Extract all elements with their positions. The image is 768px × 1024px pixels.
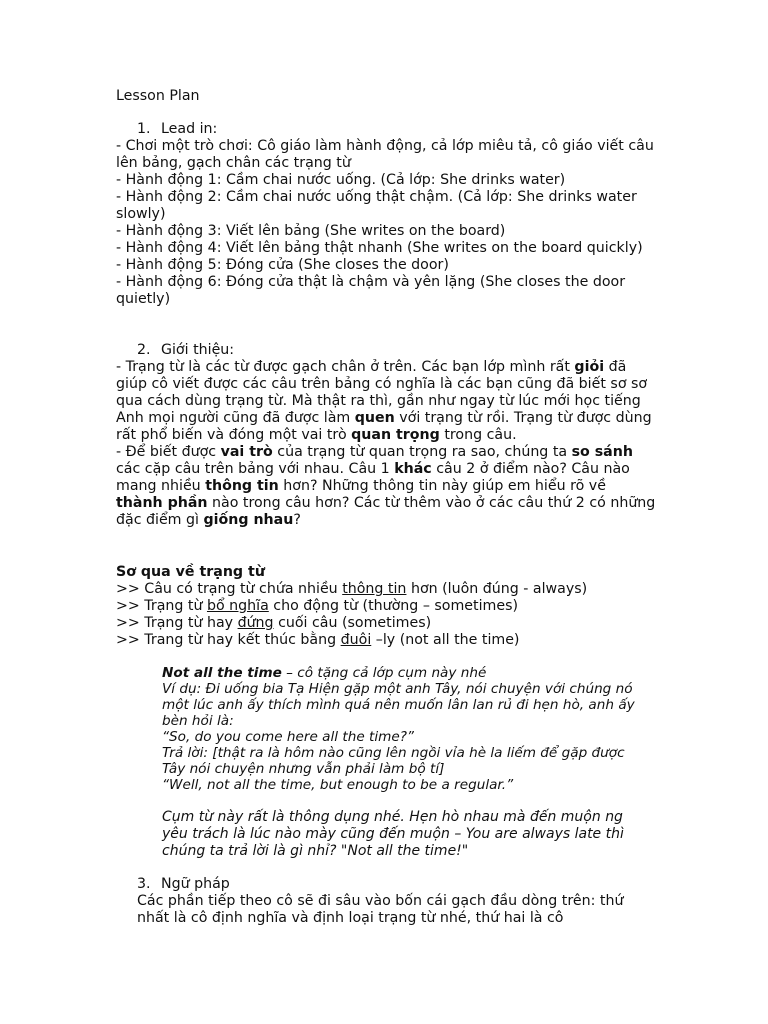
text-run: >> Trang từ hay kết thúc bằng [116, 632, 341, 648]
text-run: – cô tặng cả lớp cụm này nhé [281, 665, 487, 681]
note-quote: “Well, not all the time, but enough to be a regular.” [162, 777, 514, 793]
section-number: 2. [137, 342, 151, 358]
intro-paragraph-1 [116, 359, 656, 444]
text-run: - Để biết được [116, 444, 221, 460]
section-introduction [0, 342, 768, 529]
section-number: 1. [137, 121, 151, 137]
bold-run: vai trò [220, 444, 273, 460]
lead-in-line: - Hành động 3: Viết lên bảng (She writes on the board) [116, 223, 506, 239]
bold-run: giỏi [574, 359, 605, 375]
section-overview [0, 564, 768, 649]
note-box [0, 665, 768, 860]
section-heading-text: Lead in: [161, 121, 218, 137]
section-heading-text: Ngữ pháp [161, 876, 230, 892]
text-run: hơn (luôn đúng - always) [406, 581, 588, 597]
overview-item [116, 598, 656, 615]
note-answer: Trả lời: [thật ra là hôm nào cũng lên ngồi vỉa hè la liếm để gặp được Tây nói chuyện nhưng vẫn phải làm bộ tí] [162, 745, 625, 777]
grammar-text: Các phần tiếp theo cô sẽ đi sâu vào bốn cái gạch đầu dòng trên: thứ nhất là cô định nghĩa và định loại trạng từ nhé, thứ hai là cô [137, 893, 624, 926]
note-quote: “So, do you come here all the time?” [162, 729, 414, 745]
section-lead-in [0, 121, 768, 308]
bold-run: so sánh [571, 444, 633, 460]
text-run: - Trạng từ là các từ được gạch chân ở trên. Các bạn lớp mình rất [116, 359, 575, 375]
bold-run: quan trọng [351, 427, 440, 443]
text-run: >> Trạng từ [116, 598, 207, 614]
section-grammar [0, 876, 768, 927]
text-run: >> Câu có trạng từ chứa nhiều [116, 581, 343, 597]
text-run: ? [293, 512, 301, 528]
intro-paragraph-2 [116, 444, 656, 529]
text-run: >> Trạng từ hay [116, 615, 238, 631]
text-run: câu 2 ở điểm nào? Câu nào mang nhiều [116, 461, 630, 494]
underlined-run: đuôi [340, 632, 372, 648]
underlined-run: bổ nghĩa [206, 598, 269, 614]
section-heading [0, 342, 768, 359]
lead-in-line: - Hành động 4: Viết lên bảng thật nhanh (She writes on the board quickly) [116, 240, 643, 256]
section-number: 3. [137, 876, 151, 892]
text-run: cuối câu (sometimes) [273, 615, 432, 631]
overview-item [116, 581, 656, 598]
bold-run: giống nhau [203, 512, 294, 528]
note-paragraph: Cụm từ này rất là thông dụng nhé. Hẹn hò nhau mà đến muộn ng yêu trách là lúc nào mày cũng đến muộn – You are always late thì chúng ta trả lời là gì nhỉ? "Not all the time!" [162, 809, 624, 859]
text-run: nào trong câu hơn? Các từ thêm vào ở các câu thứ 2 có những đặc điểm gì [116, 495, 656, 528]
lead-in-line: - Hành động 1: Cầm chai nước uống. (Cả lớp: She drinks water) [116, 172, 566, 188]
bold-run: khác [394, 461, 432, 477]
text-run: trong câu. [439, 427, 517, 443]
lead-in-line: - Hành động 2: Cầm chai nước uống thật chậm. (Cả lớp: She drinks water slowly) [116, 189, 637, 222]
bold-run: quen [354, 410, 395, 426]
text-run: cho động từ (thường – sometimes) [268, 598, 519, 614]
bold-run: Not all the time [162, 665, 282, 681]
text-run: của trạng từ quan trọng ra sao, chúng ta [272, 444, 572, 460]
note-example: Ví dụ: Đi uống bia Tạ Hiện gặp một anh Tây, nói chuyện với chúng nó một lúc anh ấy thích mình quá nên muốn lân lan rủ đi hẹn hò, anh ấy bèn hỏi là: [162, 681, 635, 729]
lead-in-line: - Hành động 5: Đóng cửa (She closes the door) [116, 257, 449, 273]
underlined-run: thông tin [342, 581, 407, 597]
bold-run: thông tin [205, 478, 279, 494]
note-title [162, 665, 648, 681]
overview-heading: Sơ qua về trạng từ [116, 564, 265, 580]
text-run: đã giúp cô viết được các câu trên bảng có nghĩa là các bạn cũng đã biết sơ sơ qua cách dùng trạng từ. Mà thật ra thì, gần như ngay từ lúc mới học tiếng Anh mọi người cũng đã được làm [116, 359, 648, 426]
text-run: –ly (not all the time) [371, 632, 520, 648]
overview-item [116, 632, 656, 649]
section-heading-text: Giới thiệu: [161, 342, 235, 358]
text-run: hơn? Những thông tin này giúp em hiểu rõ về [278, 478, 606, 494]
underlined-run: đứng [237, 615, 274, 631]
overview-item [116, 615, 656, 632]
section-heading [0, 121, 768, 138]
text-run: với trạng từ rồi. Trạng từ được dùng rất phổ biến và đóng một vai trò [116, 410, 652, 443]
lead-in-line: - Hành động 6: Đóng cửa thật là chậm và yên lặng (She closes the door quietly) [116, 274, 626, 307]
text-run: các cặp câu trên bảng với nhau. Câu 1 [116, 461, 395, 477]
lead-in-line: - Chơi một trò chơi: Cô giáo làm hành động, cả lớp miêu tả, cô giáo viết câu lên bảng, gạch chân các trạng từ [116, 138, 654, 171]
bold-run: thành phần [116, 495, 208, 511]
section-heading [0, 876, 768, 893]
document-title: Lesson Plan [116, 88, 200, 104]
